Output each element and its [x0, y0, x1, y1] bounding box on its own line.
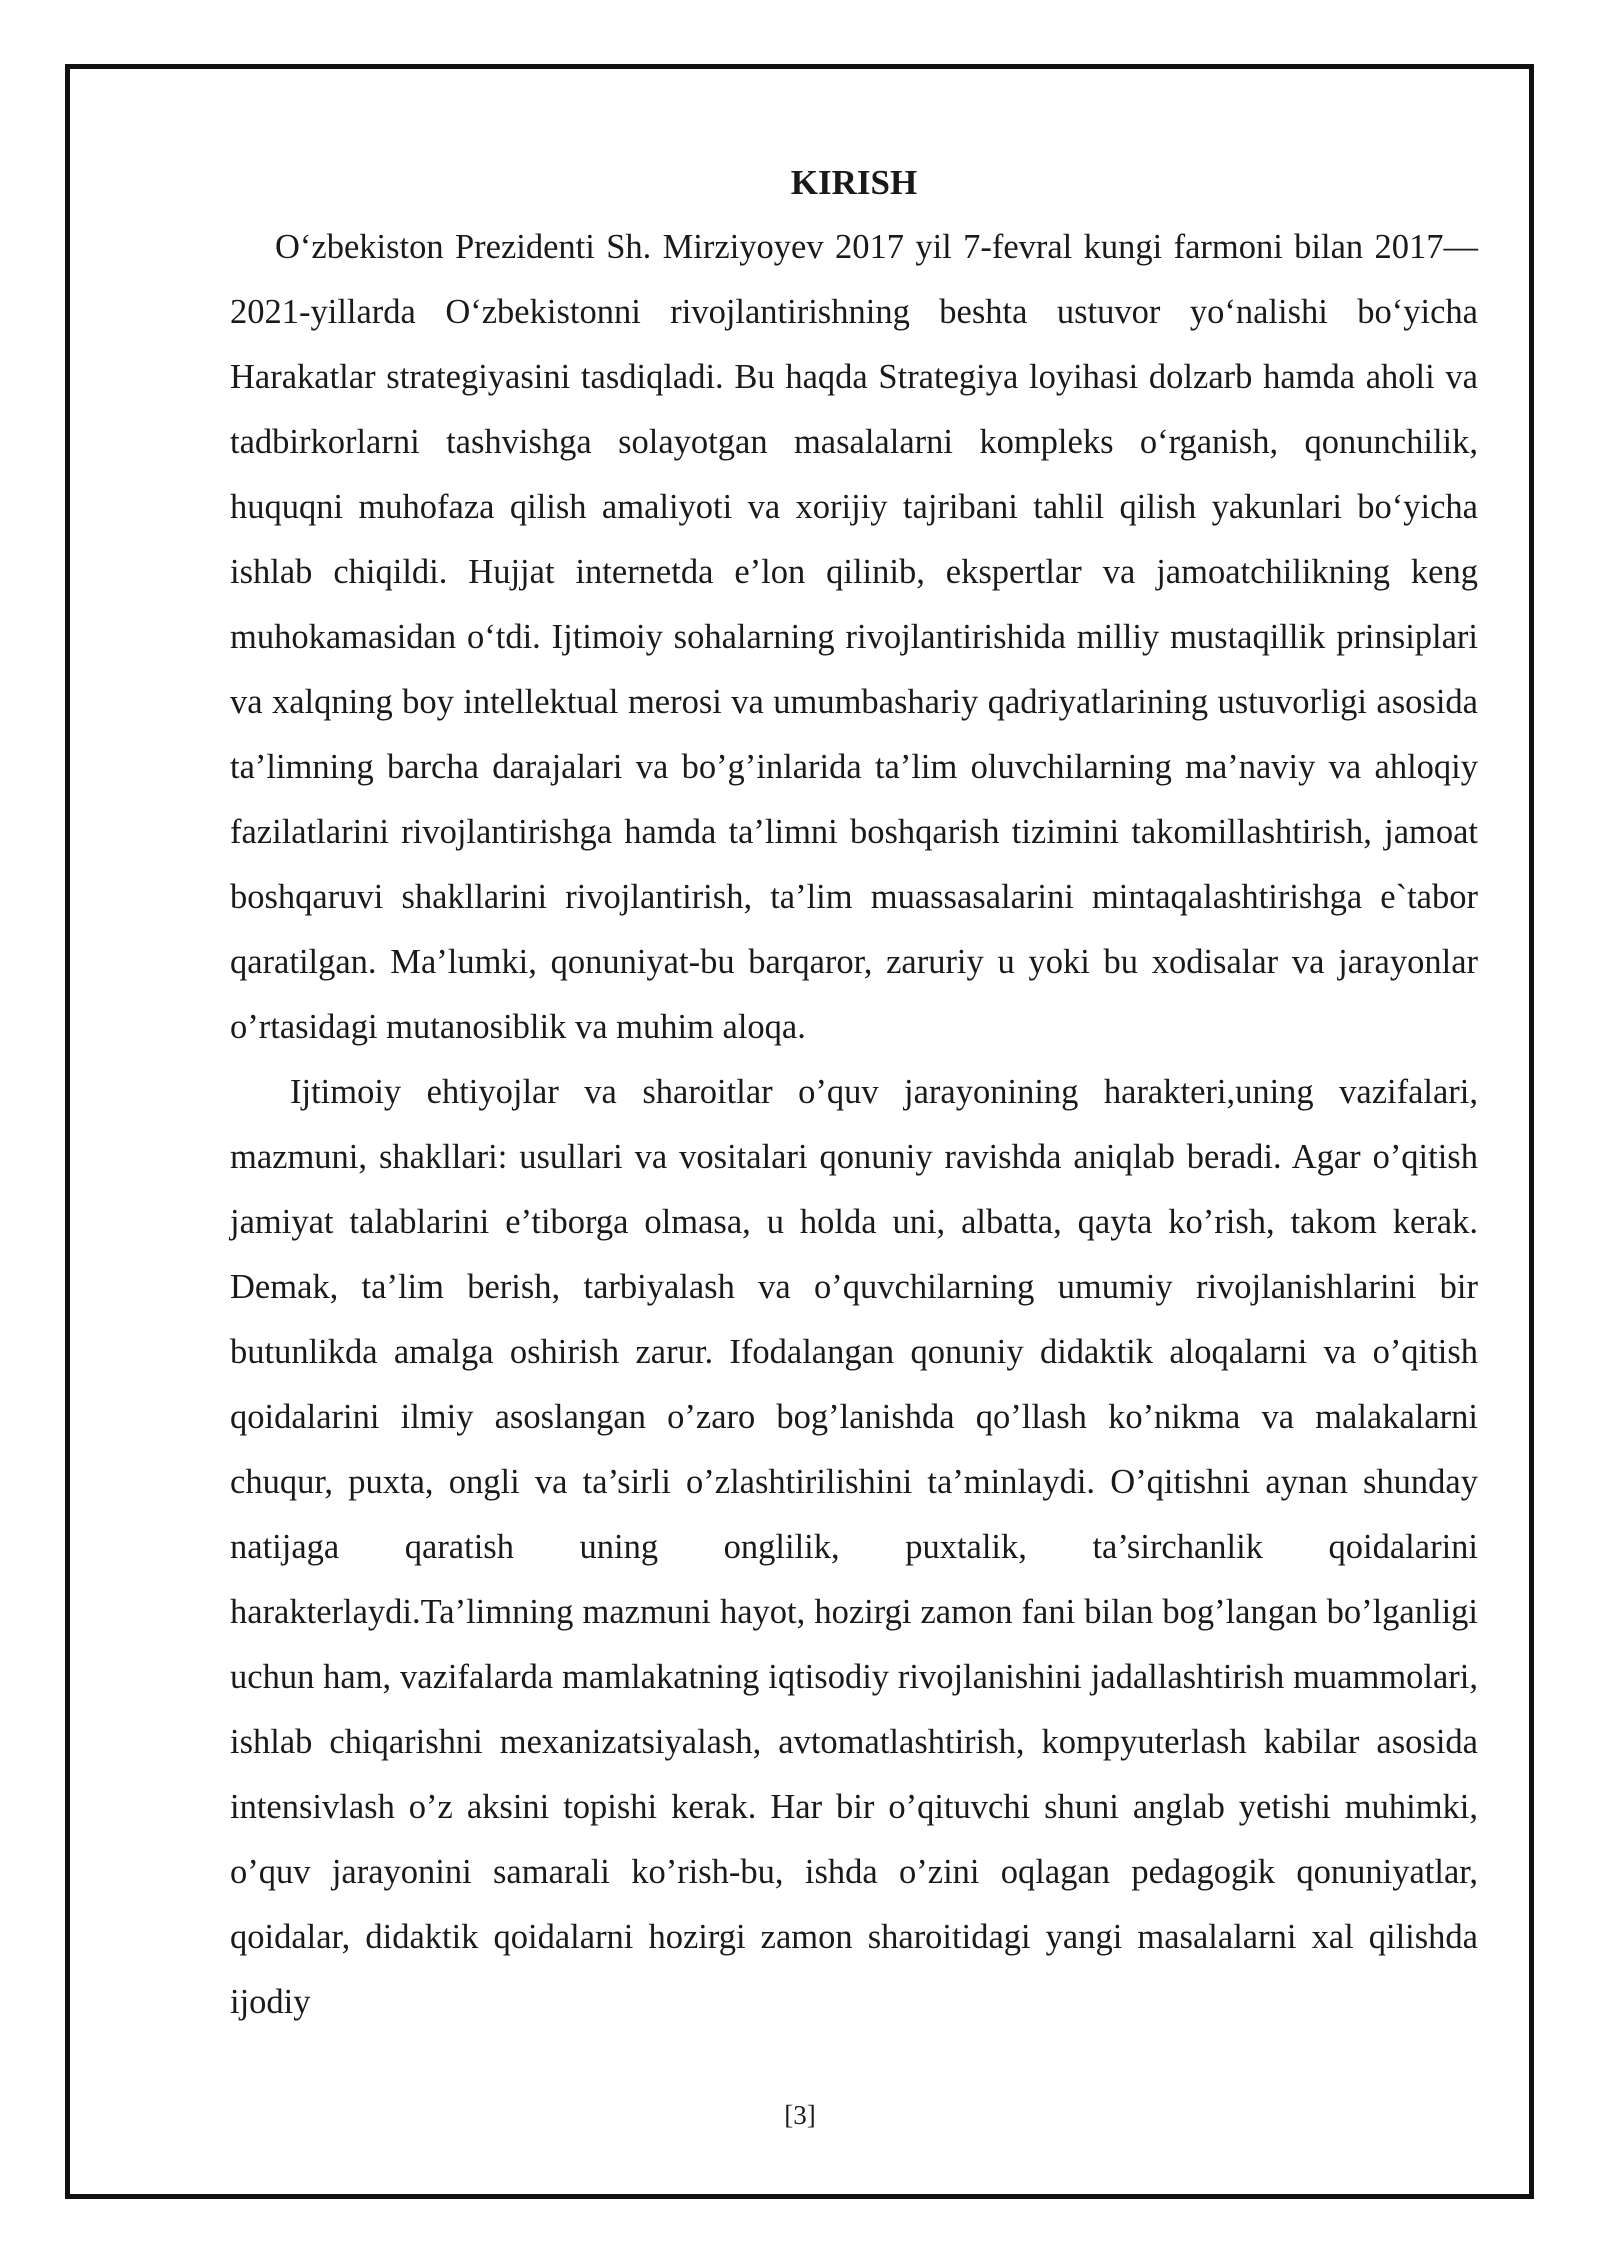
- paragraph-2: Ijtimoiy ehtiyojlar va sharoitlar o’quv jarayonining harakteri,uning vazifalari, mazmuni, shakllari: usullari va vositalari qonuniy ravishda aniqlab beradi. Agar o’qitish jamiyat talablarini e’tiborga olmasa, u holda uni, albatta, qayta ko’rish, takom kerak. Demak, ta’lim berish, tarbiyalash va o’quvchilarning umumiy rivojlanishlarini bir butunlikda amalga oshirish zarur. Ifodalangan qonuniy didaktik aloqalarni va o’qitish qoidalarini ilmiy asoslangan o’zaro bog’lanishda qo’llash ko’nikma va malakalarni chuqur, puxta, ongli va ta’sirli o’zlashtirilishini ta’minlaydi. O’qitishni aynan shunday natijaga qaratish uning onglilik, puxtalik, ta’sirchanlik qoidalarini harakterlaydi.Ta’limning mazmuni hayot, hozirgi zamon fani bilan bog’langan bo’lganligi uchun ham, vazifalarda mamlakatning iqtisodiy rivojlanishini jadallashtirish muammolari, ishlab chiqarishni mexanizatsiyalash, avtomatlashtirish, kompyuterlash kabilar asosida intensivlash o’z aksini topishi kerak. Har bir o’qituvchi shuni anglab yetishi muhimki, o’quv jarayonini samarali ko’rish-bu, ishda o’zini oqlagan pedagogik qonuniyatlar, qoidalar, didaktik qoidalarni hozirgi zamon sharoitidagi yangi masalalarni xal qilishda ijodiy: [230, 1073, 1478, 2021]
- page-number: [3]: [784, 2100, 816, 2130]
- paragraph-1: O‘zbekiston Prezidenti Sh. Mirziyoyev 2017 yil 7-fevral kungi farmoni bilan 2017—2021-yillarda O‘zbekistonni rivojlantirishning beshta ustuvor yo‘nalishi bo‘yicha Harakatlar strategiyasini tasdiqladi. Bu haqda Strategiya loyihasi dolzarb hamda aholi va tadbirkorlarni tashvishga solayotgan masalalarni kompleks o‘rganish, qonunchilik, huquqni muhofaza qilish amaliyoti va xorijiy tajribani tahlil qilish yakunlari bo‘yicha ishlab chiqildi. Hujjat internetda e’lon qilinib, ekspertlar va jamoatchilikning keng muhokamasidan o‘tdi. Ijtimoiy sohalarning rivojlantirishida milliy mustaqillik prinsiplari va xalqning boy intellektual merosi va umumbashariy qadriyatlarining ustuvorligi asosida ta’limning barcha darajalari va bo’g’inlarida ta’lim oluvchilarning ma’naviy va ahloqiy fazilatlarini rivojlantirishga hamda ta’limni boshqarish tizimini takomillashtirish, jamoat boshqaruvi shakllarini rivojlantirish, ta’lim muassasalarini mintaqalashtirishga e`tabor qaratilgan. Ma’lumki, qonuniyat-bu barqaror, zaruriy u yoki bu xodisalar va jarayonlar o’rtasidagi mutanosiblik va muhim aloqa.: [230, 228, 1478, 1046]
- document-title: KIRISH: [790, 163, 918, 202]
- document-body: [230, 150, 1478, 2035]
